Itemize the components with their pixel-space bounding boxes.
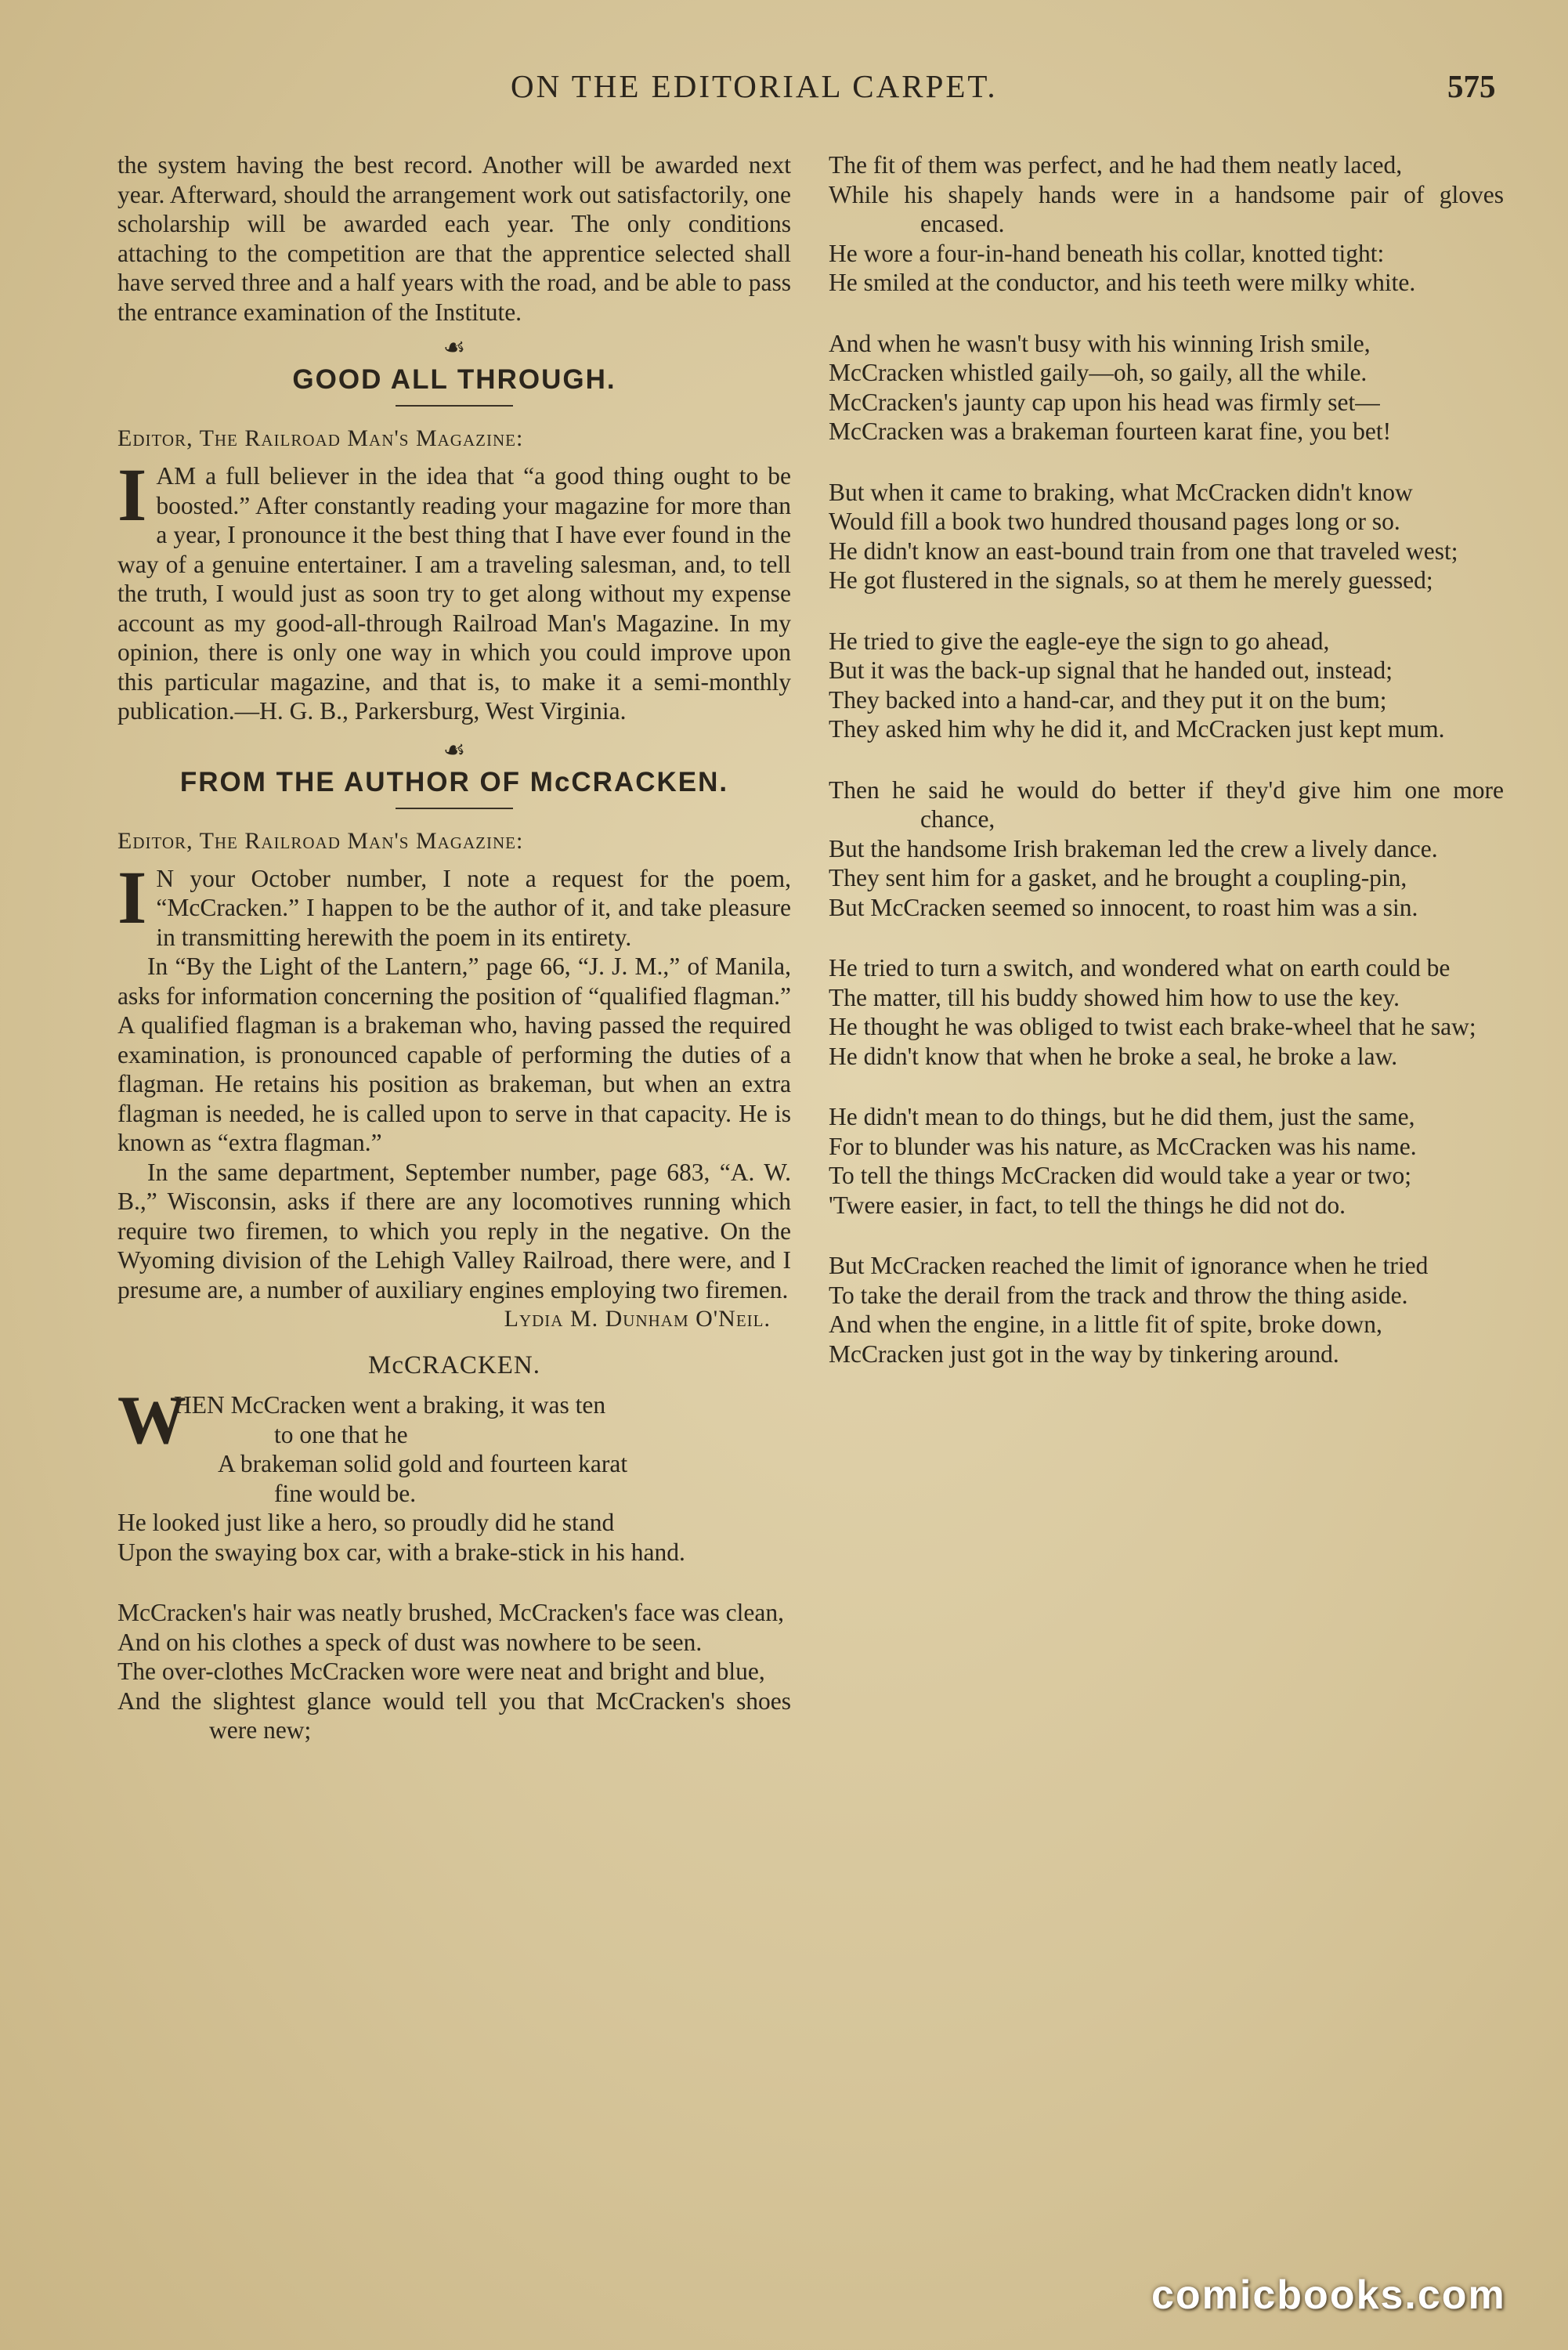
- letter-paragraph: In “By the Light of the Lantern,” page 66, “J. J. M.,” of Manila, asks for information concerning the position of “qualified flagman.” A qualified flagman is a brakeman who, having passed the required examination, is pronounced capable of performing the duties of a flagman. He retains his position as brakeman, but when an extra flagman is needed, he is called upon to serve in that capacity. He is known as “extra flagman.”: [117, 953, 791, 1156]
- poem-line: And the slightest glance would tell you that McCracken's shoes were new;: [117, 1687, 791, 1744]
- poem-line: But when it came to braking, what McCracken didn't know: [829, 478, 1413, 506]
- poem-line: He wore a four-in-hand beneath his collar, knotted tight:: [829, 239, 1385, 267]
- letter-body: [117, 453, 791, 726]
- poem-line: They asked him why he did it, and McCracken just kept mum.: [829, 715, 1445, 743]
- poem-stanza: [829, 1102, 1504, 1220]
- poem-line: He got flustered in the signals, so at them he merely guessed;: [829, 566, 1433, 594]
- page-number: 575: [1447, 68, 1496, 104]
- salutation: Editor, The Railroad Man's Magazine:: [117, 425, 524, 451]
- poem-line: HEN McCracken went a braking, it was ten: [174, 1391, 606, 1419]
- poem-line: He smiled at the conductor, and his teeth were milky white.: [829, 269, 1416, 296]
- poem-line: McCracken whistled gaily—oh, so gaily, all the while.: [829, 359, 1367, 386]
- poem-line: Then he said he would do better if they'd give him one more chance,: [829, 776, 1504, 833]
- poem-stanza: [829, 329, 1504, 446]
- letter-text: AM a full believer in the idea that “a good thing ought to be boosted.” After constantly reading your magazine for more than a year, I pronounce it the best thing that I have ever found in the way of a genuine entertainer. I am a traveling salesman, and, to tell the truth, I would just as soon try to get along without my expense account as my good-all-through Railroad Man's Magazine. In my opinion, there is only one way in which you could improve upon this particular magazine, and that is, to make it a semi-monthly publication.—H. G. B., Parkersburg, West Virginia.: [117, 462, 791, 725]
- poem-line: And when he wasn't busy with his winning Irish smile,: [829, 329, 1371, 357]
- right-column: [829, 150, 1504, 1400]
- divider: [396, 405, 513, 407]
- poem-stanza: [829, 627, 1504, 744]
- poem-line: And on his clothes a speck of dust was nowhere to be seen.: [117, 1628, 703, 1656]
- poem-line: Upon the swaying box car, with a brake-stick in his hand.: [117, 1538, 685, 1566]
- poem-line: He didn't mean to do things, but he did them, just the same,: [829, 1103, 1415, 1130]
- letter-text: N your October number, I note a request for the poem, “McCracken.” I happen to be the author of it, and take pleasure in transmitting herewith the poem in its entirety.: [156, 864, 791, 951]
- poem-line: To tell the things McCracken did would take a year or two;: [829, 1162, 1411, 1189]
- poem-stanza: [117, 1508, 791, 1567]
- poem-title: McCRACKEN.: [368, 1351, 540, 1379]
- poem-line: But McCracken reached the limit of ignorance when he tried: [829, 1252, 1429, 1279]
- poem-stanza: [117, 1598, 791, 1745]
- section-heading-good-all-through: GOOD ALL THROUGH.: [292, 364, 616, 395]
- poem-line: They backed into a hand-car, and they put it on the bum;: [829, 685, 1387, 714]
- poem-line: And when the engine, in a little fit of spite, broke down,: [829, 1311, 1382, 1338]
- drop-cap: W: [117, 1383, 186, 1459]
- poem-line: fine would be.: [274, 1479, 417, 1507]
- letter-paragraph: In the same department, September number, page 683, “A. W. B.,” Wisconsin, asks if there are any locomotives running which require two firemen, to which you reply in the negative. On the Wyoming division of the Lehigh Valley Railroad, there were, and I presume are, a number of auxiliary engines employing two firemen.: [117, 1158, 791, 1303]
- poem-line: But the handsome Irish brakeman led the crew a lively dance.: [829, 834, 1438, 862]
- letter-paragraph: [117, 855, 791, 953]
- poem-line: He didn't know an east-bound train from one that traveled west;: [829, 537, 1458, 565]
- section-heading-author: FROM THE AUTHOR OF McCRACKEN.: [179, 766, 729, 797]
- poem-stanza: [829, 953, 1504, 1071]
- poem-line: For to blunder was his nature, as McCracken was his name.: [829, 1132, 1417, 1160]
- poem-line: He tried to turn a switch, and wondered what on earth could be: [829, 954, 1451, 982]
- poem-line: Would fill a book two hundred thousand pages long or so.: [829, 508, 1400, 535]
- drop-cap: I: [117, 855, 147, 939]
- poem-stanza: [829, 478, 1504, 595]
- poem-opening: [117, 1383, 791, 1508]
- poem-line: to one that he: [274, 1420, 408, 1448]
- poem-line: But it was the back-up signal that he handed out, instead;: [829, 656, 1393, 684]
- poem-line: To take the derail from the track and throw the thing aside.: [829, 1281, 1408, 1309]
- watermark-logo: comicbooks.com: [1151, 2272, 1506, 2318]
- poem-line: McCracken's jaunty cap upon his head was firmly set—: [829, 388, 1380, 416]
- page-header: [0, 67, 1568, 114]
- ornament-icon: ☙: [443, 333, 466, 361]
- left-column: [117, 150, 791, 1777]
- poem-line: 'Twere easier, in fact, to tell the things he did not do.: [829, 1191, 1346, 1219]
- running-head: ON THE EDITORIAL CARPET.: [511, 68, 998, 104]
- salutation: Editor, The Railroad Man's Magazine:: [117, 827, 524, 854]
- poem-line: He tried to give the eagle-eye the sign to go ahead,: [829, 627, 1330, 655]
- poem-line: But McCracken seemed so innocent, to roast him was a sin.: [829, 893, 1418, 921]
- poem-line: He thought he was obliged to twist each brake-wheel that he saw;: [829, 1013, 1476, 1040]
- poem-line: The over-clothes McCracken wore were neat and bright and blue,: [117, 1658, 765, 1685]
- ornament-icon: ☙: [443, 735, 466, 764]
- poem-line: McCracken just got in the way by tinkering around.: [829, 1340, 1339, 1368]
- poem-line: The fit of them was perfect, and he had them neatly laced,: [829, 151, 1403, 179]
- poem-stanza: [829, 776, 1504, 923]
- poem-stanza: [829, 150, 1504, 298]
- poem-line: A brakeman solid gold and fourteen karat: [218, 1450, 628, 1477]
- poem-line: The matter, till his buddy showed him how to use the key.: [829, 983, 1400, 1011]
- poem-line: He looked just like a hero, so proudly did he stand: [117, 1509, 615, 1536]
- divider: [396, 808, 513, 809]
- poem-line: They sent him for a gasket, and he brought a coupling-pin,: [829, 864, 1407, 891]
- poem-line: McCracken's hair was neatly brushed, McCracken's face was clean,: [117, 1599, 785, 1626]
- poem-line: He didn't know that when he broke a seal, he broke a law.: [829, 1042, 1398, 1070]
- poem-line: McCracken was a brakeman fourteen karat fine, you bet!: [829, 418, 1392, 445]
- drop-cap: I: [117, 453, 147, 537]
- intro-paragraph: the system having the best record. Another will be awarded next year. Afterward, should the arrangement work out satisfactorily, one scholarship will be awarded each year. The only conditions attaching to the competition are that the apprentice selected shall have served three and a half years with the road, and be able to pass the entrance examination of the Institute.: [117, 151, 791, 326]
- poem-stanza: [829, 1251, 1504, 1368]
- poem-line: While his shapely hands were in a handsome pair of gloves encased.: [829, 180, 1504, 237]
- signature: Lydia M. Dunham O'Neil.: [504, 1306, 771, 1332]
